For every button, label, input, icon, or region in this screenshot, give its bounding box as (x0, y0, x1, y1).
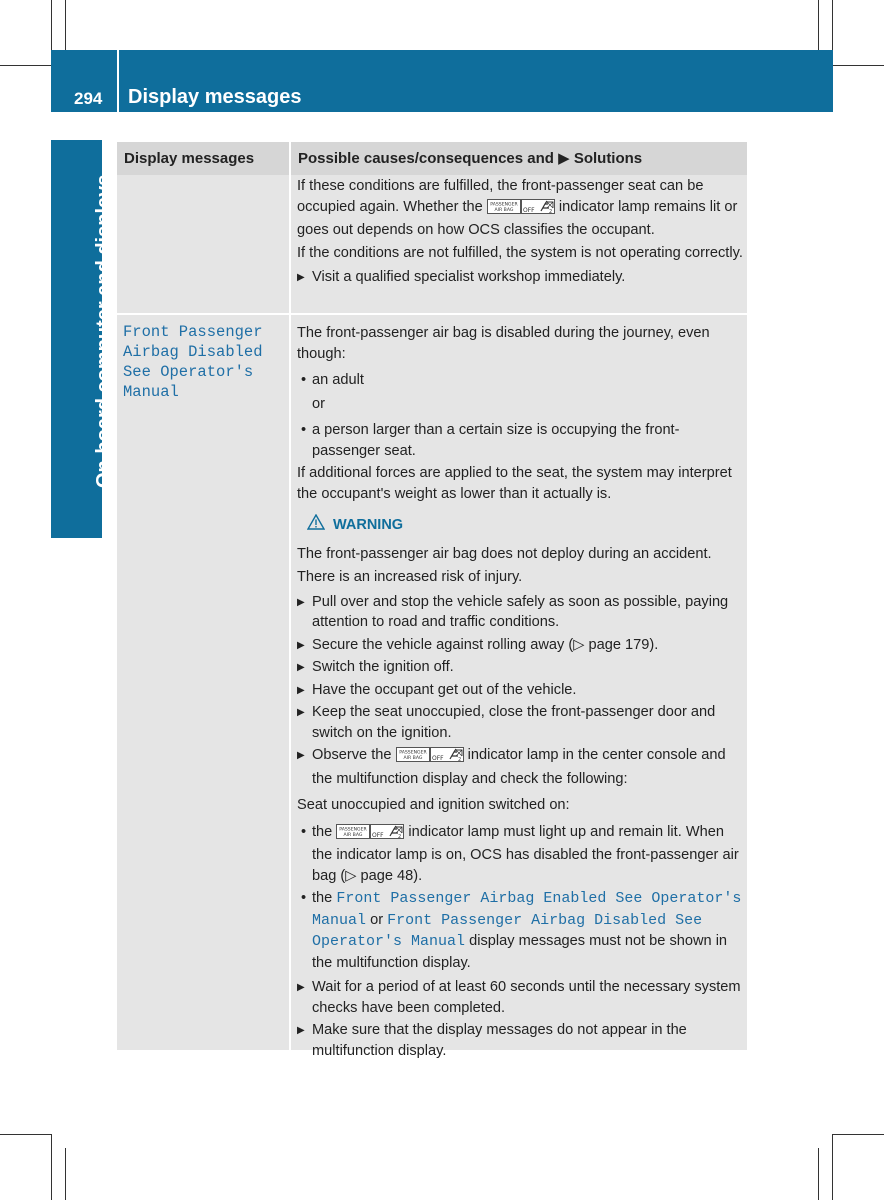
row1-text-a: If these conditions are fulfilled, the front-passenger seat can be occupied again. Whether the (297, 178, 704, 215)
check2-text-b: display messages must not be shown in the multifunction display. (312, 933, 728, 971)
passenger-airbag-icon (336, 824, 370, 846)
arrow-icon (297, 1020, 305, 1043)
row1-content (297, 176, 743, 288)
solution-step-text: Secure the vehicle against rolling away (▷ page 179). (312, 636, 659, 653)
check-item (297, 822, 743, 887)
crop-mark (833, 65, 884, 66)
svg-text:2: 2 (398, 833, 402, 839)
crop-mark (832, 1134, 833, 1200)
display-message-text: Front Passenger Airbag Disabled See Operator's Manual (123, 323, 263, 401)
bullet-text: a person larger than a certain size is occupying the front-passenger seat. (312, 422, 680, 459)
bullet-text: an adult (312, 372, 364, 388)
display-message-enabled: Front Passenger Airbag Enabled See Operator's Manual (312, 890, 742, 929)
solution-step-text: Make sure that the display messages do not appear in the multifunction display. (312, 1022, 687, 1059)
row2-intro: The front-passenger air bag is disabled during the journey, even though: (297, 325, 710, 362)
svg-text:OFF: OFF (431, 755, 444, 762)
solution-step-text: Keep the seat unoccupied, close the front-passenger door and switch on the ignition. (312, 704, 716, 741)
crop-mark (0, 1134, 51, 1135)
svg-text:2: 2 (548, 208, 553, 214)
display-message (123, 322, 263, 402)
check-item (297, 888, 743, 973)
check2-text-a: the (312, 890, 333, 906)
airbag-off-icon (370, 824, 404, 846)
svg-text:2: 2 (457, 757, 461, 762)
row1-text-b: indicator lamp remains lit or goes out depends on how OCS classifies the occupant. (297, 198, 738, 238)
airbag-off-icon (430, 747, 464, 769)
passenger-airbag-icon (396, 747, 430, 769)
arrow-icon (297, 657, 305, 680)
arrow-icon (297, 635, 305, 658)
crop-mark (0, 65, 51, 66)
svg-text:AIR BAG: AIR BAG (403, 756, 423, 761)
page-title: Display messages (128, 86, 302, 108)
forces-paragraph: If additional forces are applied to the seat, the system may interpret the occupant's weight as lower than it actually is. (297, 465, 732, 502)
column-header-causes-solutions: Possible causes/consequences and ▶ Solutions (291, 142, 747, 175)
row1-paragraph-2: If the conditions are not fulfilled, the system is not operating correctly. (297, 244, 743, 261)
warning-label: WARNING (333, 517, 404, 533)
crop-mark (65, 0, 66, 50)
or-text (297, 394, 743, 415)
solution-step (297, 702, 743, 743)
bullet-item (297, 370, 743, 391)
row1-step-text: Visit a qualified specialist workshop immediately. (312, 269, 626, 285)
arrow-icon (297, 702, 305, 725)
bullet-dot: • (301, 372, 307, 388)
warning-text-2: There is an increased risk of injury. (297, 569, 523, 585)
row2-content (297, 323, 743, 1061)
solution-step-text: Pull over and stop the vehicle safely as soon as possible, paying attention to road and traffic conditions. (312, 593, 729, 630)
bullet-item (297, 420, 743, 461)
row1-step (297, 267, 743, 288)
crop-mark (65, 1148, 66, 1200)
warning-text-1: The front-passenger air bag does not deploy during an accident. (297, 545, 712, 562)
crop-mark (818, 1148, 819, 1200)
header-divider (117, 50, 119, 112)
row-divider (117, 313, 747, 315)
airbag-off-icon (521, 199, 555, 221)
crop-mark (818, 0, 819, 50)
solution-step-text: Have the occupant get out of the vehicle. (312, 681, 577, 698)
arrow-icon (297, 680, 305, 703)
column-divider (289, 142, 291, 1050)
bullet-dot: • (301, 823, 307, 840)
svg-text:OFF: OFF (372, 831, 384, 839)
passenger-airbag-icon (487, 199, 521, 221)
svg-text:PASSENGER: PASSENGER (490, 202, 518, 207)
arrow-icon (297, 592, 305, 615)
display-message-disabled: Front Passenger Airbag Disabled See Operator's Manual (312, 911, 703, 950)
warning-triangle-icon (307, 514, 325, 537)
crop-mark (51, 0, 52, 50)
crop-mark (833, 1134, 884, 1135)
bullet-dot: • (301, 890, 307, 906)
svg-text:PASSENGER: PASSENGER (398, 750, 427, 756)
solution-step-text: Switch the ignition off. (312, 659, 454, 675)
solution-step (297, 635, 743, 656)
crop-mark (51, 1134, 52, 1200)
solution-step (297, 657, 743, 678)
svg-text:PASSENGER: PASSENGER (339, 827, 368, 832)
solution-step (297, 1020, 743, 1061)
solution-step (297, 592, 743, 633)
row1-paragraph (297, 176, 743, 241)
solution-step-observe (297, 745, 743, 789)
solution-step-text: Wait for a period of at least 60 seconds until the necessary system checks have been completed. (312, 979, 741, 1016)
arrow-icon (297, 267, 305, 290)
observe-text-a: Observe the (312, 747, 392, 763)
solution-step (297, 680, 743, 701)
svg-text:AIR BAG: AIR BAG (494, 207, 514, 213)
or-label: or (312, 395, 325, 412)
arrow-icon (297, 745, 305, 768)
bullet-dot: • (301, 422, 307, 438)
check1-text-b: indicator lamp must light up and remain lit. When the indicator lamp is on, OCS has disabled the front-passenger air bag (▷ page 48). (312, 823, 739, 884)
column-header-display-messages: Display messages (117, 142, 289, 175)
svg-text:OFF: OFF (522, 206, 535, 214)
solution-step (297, 977, 743, 1018)
check2-or: or (370, 911, 384, 928)
check1-text-a: the (312, 823, 333, 840)
chapter-tab-label: On-board computer and displays (93, 174, 115, 488)
svg-text:AIR BAG: AIR BAG (343, 832, 363, 838)
arrow-icon (297, 977, 305, 1000)
observe-text-b: indicator lamp in the center console and the multifunction display and check the following: (312, 747, 726, 787)
seat-unoccupied-text: Seat unoccupied and ignition switched on: (297, 797, 570, 813)
warning-heading (297, 514, 743, 537)
page-number: 294 (74, 89, 103, 108)
crop-mark (832, 0, 833, 50)
